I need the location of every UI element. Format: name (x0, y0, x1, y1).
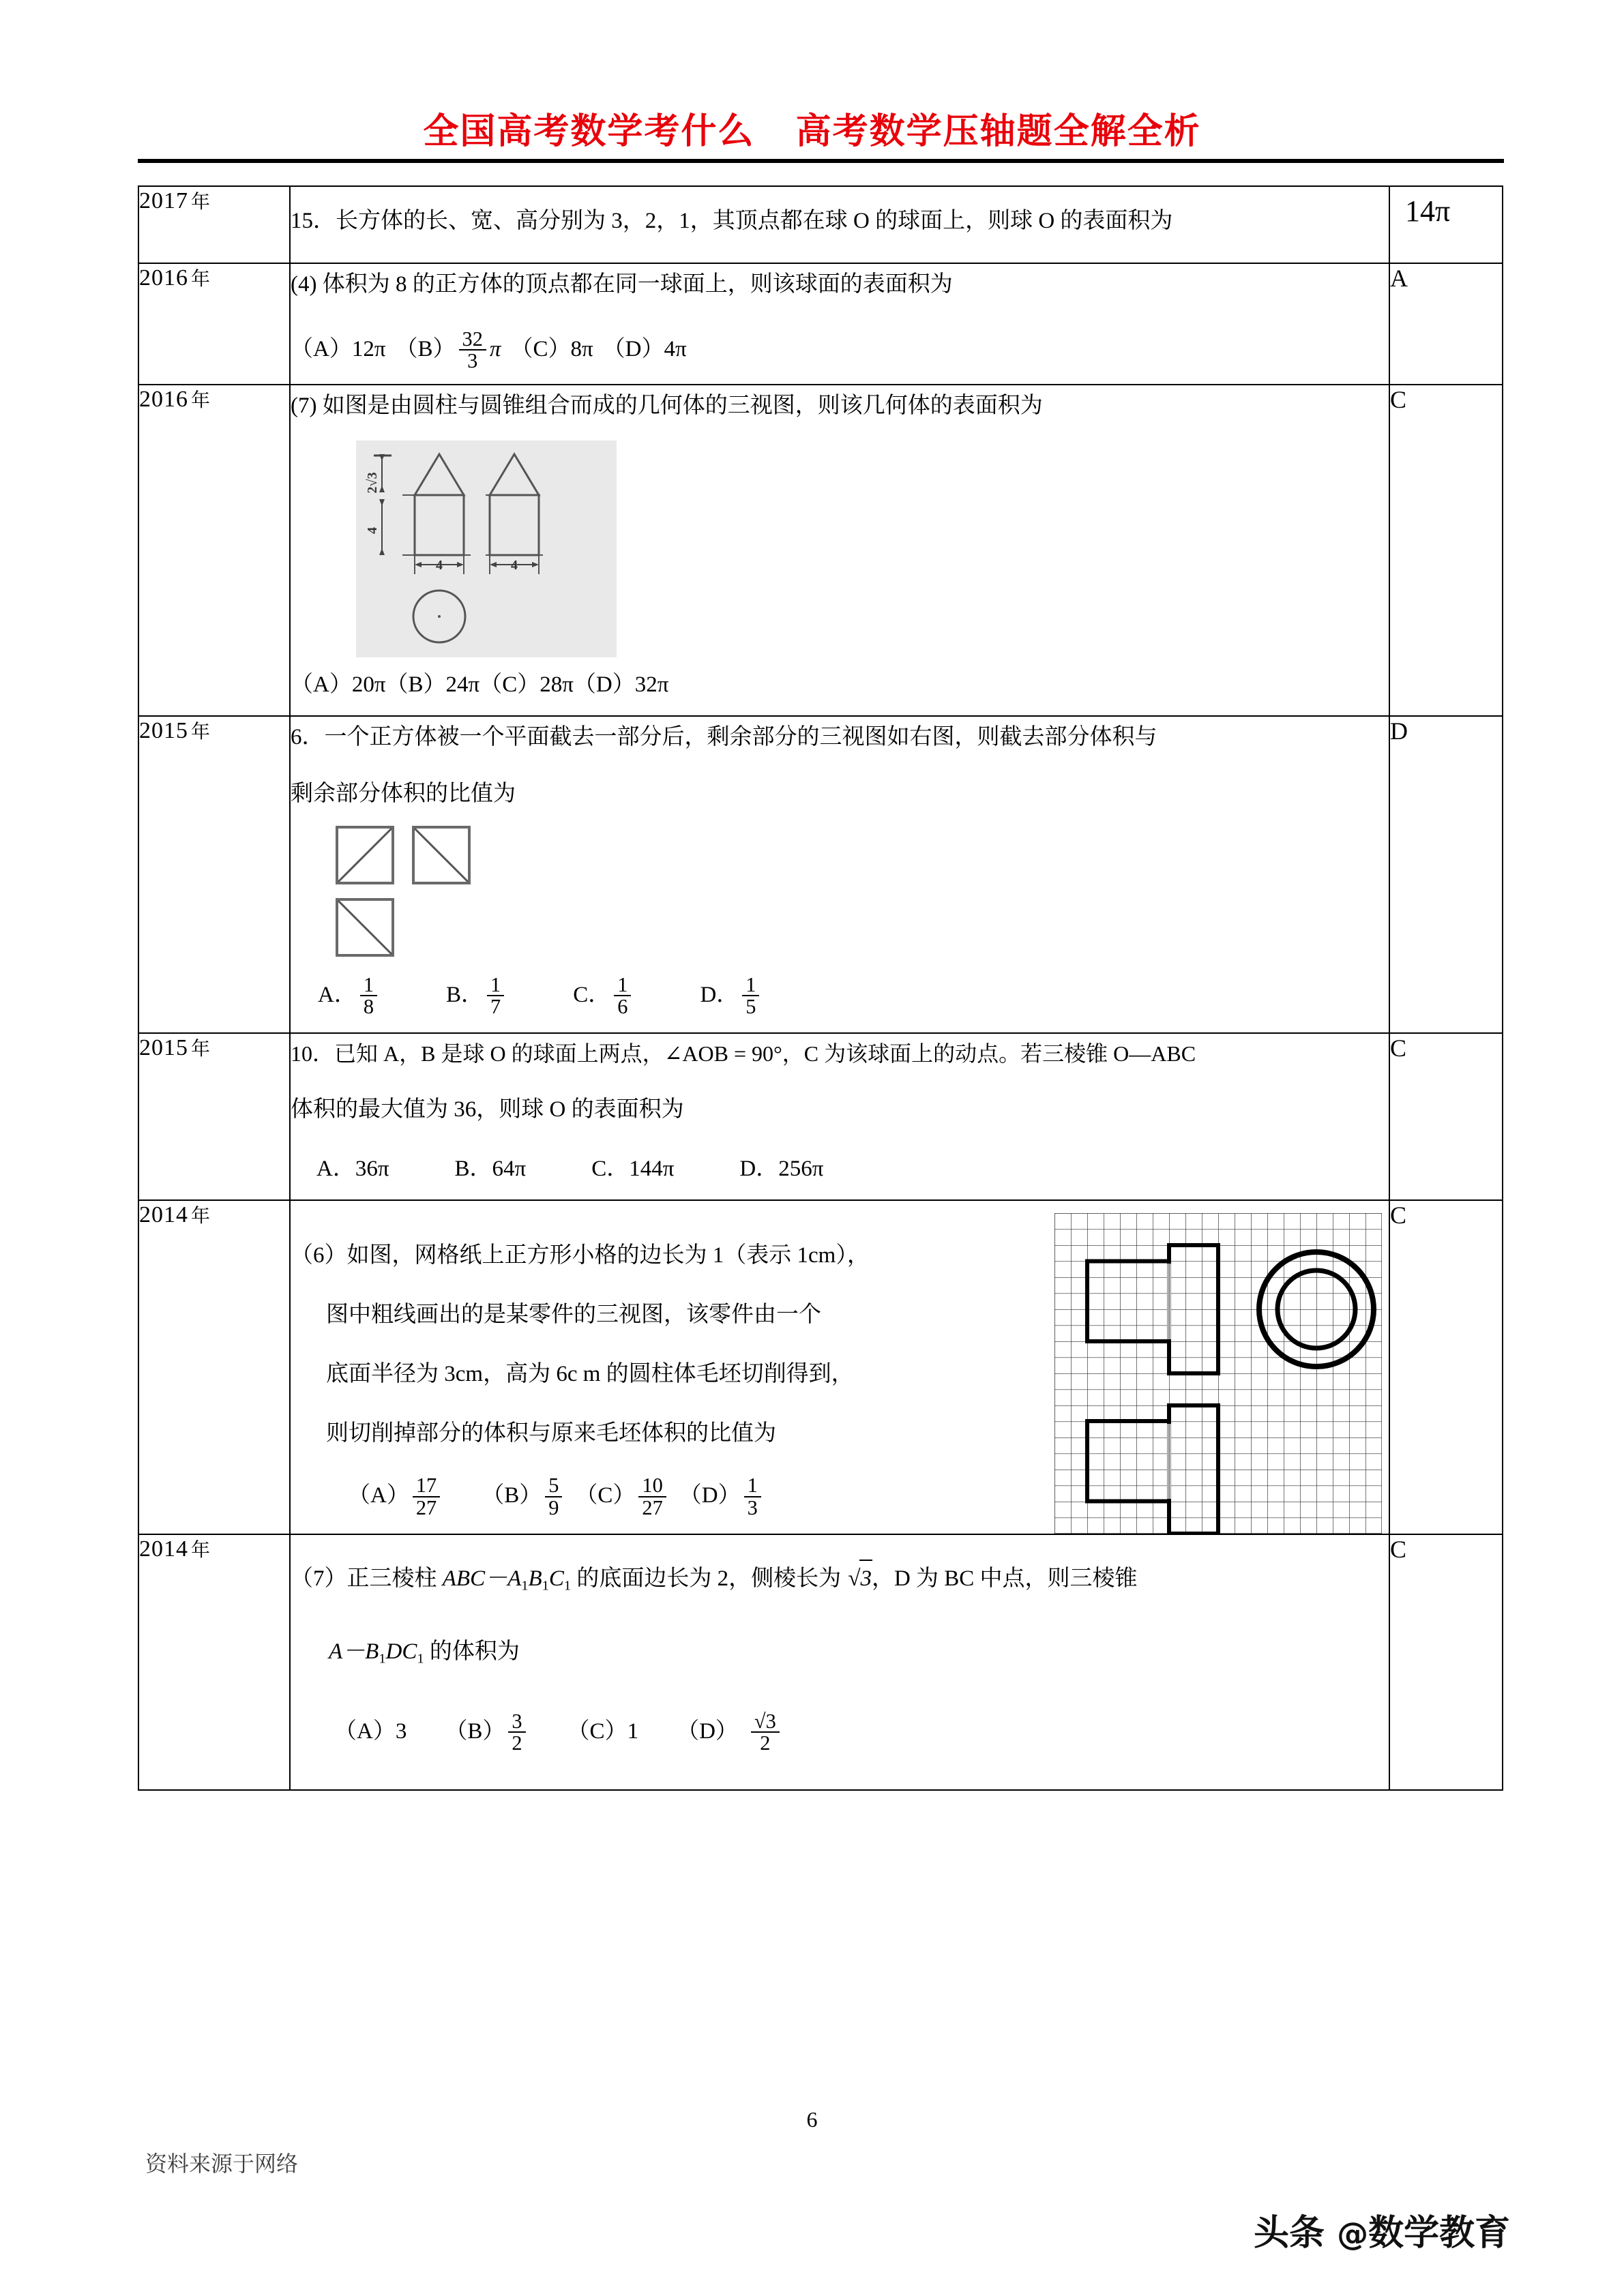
three-view-scan-figure (356, 441, 617, 657)
year-unit: 年 (191, 721, 211, 743)
three-view-scan-svg (356, 441, 617, 657)
year-cell (138, 1200, 290, 1534)
option-label: B． (454, 1156, 492, 1181)
answer-cell: D (1389, 716, 1503, 1033)
page-number: 6 (806, 2107, 818, 2132)
year-value: 2015 (139, 717, 188, 743)
question-text-line2 (291, 1631, 1389, 1673)
option-fraction: $\frac{1}{7}$ (487, 974, 504, 1017)
option-label: （A） (291, 337, 352, 362)
option-value: 32π (634, 672, 669, 697)
questions-table (138, 185, 1503, 1791)
table-row (138, 716, 1503, 1033)
option-label: B． (446, 983, 484, 1008)
year-unit: 年 (191, 1540, 211, 1561)
pyramid-label-a: A－B (329, 1639, 379, 1665)
year-unit: 年 (191, 269, 211, 290)
answer-cell: C (1389, 1534, 1503, 1790)
question-text: (4) 体积为 8 的正方体的顶点都在同一球面上，则该球面的表面积为 (291, 272, 953, 297)
option-list (348, 1475, 870, 1518)
cut-cube-three-views-figure (334, 824, 566, 961)
table-row (138, 263, 1503, 385)
option-label: （D） (679, 1483, 741, 1508)
question-prefix: （7）正三棱柱 (291, 1566, 443, 1591)
option-fraction: $\frac{32}{3}$ (459, 329, 486, 372)
table-row (138, 186, 1503, 263)
option-label: D． (739, 1156, 779, 1181)
option-label: （C） (479, 672, 540, 697)
option-label: （B） (385, 672, 446, 697)
option-value: 12π (351, 337, 386, 362)
option-value: 20π (351, 672, 386, 697)
option-fraction: $\frac{5}{9}$ (545, 1475, 562, 1518)
year-value: 2014 (139, 1202, 188, 1227)
question-text-line2: 体积的最大值为 36，则球 O 的表面积为 (291, 1097, 684, 1122)
watermark-at: @ (1337, 2216, 1369, 2252)
watermark-name: 数学教育 (1368, 2213, 1511, 2254)
question-text-line: 底面半径为 3cm，高为 6c m 的圆柱体毛坯切削得到， (326, 1362, 854, 1387)
table-row (138, 385, 1503, 716)
svg-text:2√3: 2√3 (365, 472, 380, 494)
question-text-line1 (291, 1558, 1389, 1600)
year-unit: 年 (191, 1038, 211, 1060)
option-label: （B） (445, 1719, 505, 1744)
option-fraction: $\frac{10}{27}$ (638, 1475, 666, 1518)
watermark (1254, 2204, 1510, 2255)
prism-sub-2: 1 (542, 1578, 549, 1594)
question-text-line1: 6．一个正方体被一个平面截去一部分后，剩余部分的三视图如右图，则截去部分体积与 (291, 724, 1157, 749)
question-text-line: 图中粗线画出的是某零件的三视图，该零件由一个 (326, 1302, 821, 1328)
option-list (334, 1711, 1389, 1754)
year-cell (138, 385, 290, 716)
pyramid-sub-1: 1 (379, 1651, 386, 1667)
option-label: （D） (573, 672, 635, 697)
option-value: 8π (570, 337, 593, 362)
option-label: （A） (348, 1483, 409, 1508)
option-list (318, 974, 1389, 1017)
cut-cube-svg (334, 824, 566, 961)
pyramid-label-b: DC (385, 1639, 417, 1665)
option-fraction: $\frac{1}{3}$ (744, 1475, 761, 1518)
year-value: 2016 (139, 386, 188, 412)
option-fraction: $\frac{3}{2}$ (508, 1711, 525, 1754)
option-label: （D） (602, 337, 664, 362)
question-cell (290, 186, 1389, 263)
svg-text:4: 4 (365, 526, 380, 534)
option-value: 1 (627, 1719, 639, 1744)
header-divider (138, 159, 1504, 163)
option-label: （C） (575, 1483, 636, 1508)
question-text-line: （6）如图，网格纸上正方形小格的边长为 1（表示 1cm）， (291, 1243, 870, 1268)
question-text-line1: 10．已知 A，B 是球 O 的球面上两点，∠AOB = 90°，C 为该球面上的动点。若三棱锥 O—ABC (291, 1041, 1196, 1066)
table-row (138, 1534, 1503, 1790)
option-list (291, 664, 1389, 706)
option-fraction (751, 1711, 780, 1754)
table-row (138, 1033, 1503, 1200)
option-fraction: $\frac{1}{6}$ (614, 974, 631, 1017)
question-suffix: ，D 为 BC 中点，则三棱锥 (871, 1566, 1138, 1591)
option-frac-num: √3 (754, 1710, 776, 1733)
question-text-line: 则切削掉部分的体积与原来毛坯体积的比值为 (326, 1421, 776, 1446)
question-cell (290, 263, 1389, 385)
year-cell (138, 1033, 290, 1200)
year-cell (138, 716, 290, 1033)
answer-cell: C (1389, 1200, 1503, 1534)
option-label: C． (591, 1156, 630, 1181)
source-note: 资料来源于网络 (145, 2151, 299, 2176)
prism-label-c: C (548, 1566, 564, 1591)
option-value: 28π (540, 672, 574, 697)
year-unit: 年 (191, 1206, 211, 1227)
option-fraction: $\frac{1}{8}$ (360, 974, 377, 1017)
prism-sub-1: 1 (521, 1578, 529, 1594)
grid-three-views-svg (1054, 1213, 1382, 1534)
option-value: 256π (778, 1156, 824, 1181)
year-cell (138, 1534, 290, 1790)
question-cell (290, 1033, 1389, 1200)
page-title: 全国高考数学考什么 高考数学压轴题全解全析 (423, 111, 1201, 152)
grid-three-views-figure (1054, 1213, 1382, 1534)
question-text: (7) 如图是由圆柱与圆锥组合而成的几何体的三视图，则该几何体的表面积为 (291, 393, 1043, 418)
question-cell (290, 1200, 1389, 1534)
radical-3: √ 3 (846, 1558, 872, 1600)
option-value: 3 (395, 1719, 407, 1744)
option-fraction: $\frac{1}{5}$ (742, 974, 759, 1017)
prism-sub-3: 1 (563, 1578, 572, 1594)
option-label: C． (573, 983, 611, 1008)
option-list (316, 1148, 1389, 1190)
question-cell (290, 385, 1389, 716)
option-label: （D） (677, 1719, 738, 1744)
option-label: （A） (291, 672, 352, 697)
option-label: A． (316, 1156, 355, 1181)
year-cell (138, 186, 290, 263)
option-value: 36π (355, 1156, 389, 1181)
table-row (138, 1200, 1503, 1534)
svg-text:4: 4 (436, 557, 443, 573)
question-cell (290, 1534, 1389, 1790)
option-label: （B） (395, 337, 456, 362)
option-label: （C） (510, 337, 571, 362)
option-value: 4π (664, 337, 687, 362)
year-cell (138, 263, 290, 385)
answer-cell: 14π (1389, 186, 1503, 263)
question-text-block (291, 1201, 870, 1530)
answer-cell: C (1389, 1033, 1503, 1200)
prism-label-a: ABC－A (442, 1566, 522, 1591)
answer-cell: C (1389, 385, 1503, 716)
answer-cell: A (1389, 263, 1503, 385)
year-unit: 年 (191, 192, 211, 213)
option-frac-den: 2 (751, 1731, 780, 1753)
year-value: 2014 (139, 1536, 188, 1562)
option-label: （C） (567, 1719, 628, 1744)
option-fraction: $\frac{17}{27}$ (413, 1475, 440, 1518)
watermark-prefix: 头条 (1254, 2213, 1338, 2254)
pyramid-sub-2: 1 (417, 1651, 424, 1667)
question-text: 15．长方体的长、宽、高分别为 3，2，1，其顶点都在球 O 的球面上，则球 O 的表面积为 (291, 209, 1173, 233)
svg-text:4: 4 (511, 557, 518, 573)
option-value: 24π (445, 672, 480, 697)
option-label: D． (700, 983, 739, 1008)
question-text-line2: 剩余部分体积的比值为 (291, 781, 516, 806)
pyramid-suffix: 的体积为 (424, 1639, 520, 1665)
option-value: 64π (492, 1156, 527, 1181)
prism-label-b: B (528, 1566, 542, 1591)
year-value: 2016 (139, 265, 188, 291)
question-cell (290, 716, 1389, 1033)
year-unit: 年 (191, 389, 211, 411)
option-label: A． (318, 983, 357, 1008)
option-label: （A） (334, 1719, 396, 1744)
question-mid: 的底面边长为 2，侧棱长为 (571, 1566, 847, 1591)
year-value: 2015 (139, 1034, 188, 1060)
option-label: （B） (482, 1483, 542, 1508)
year-value: 2017 (139, 188, 188, 213)
option-value: 144π (629, 1156, 675, 1181)
option-list: （A）12π （B） $\frac{32}{3}$ π （C）8π （D）4π (291, 327, 687, 373)
